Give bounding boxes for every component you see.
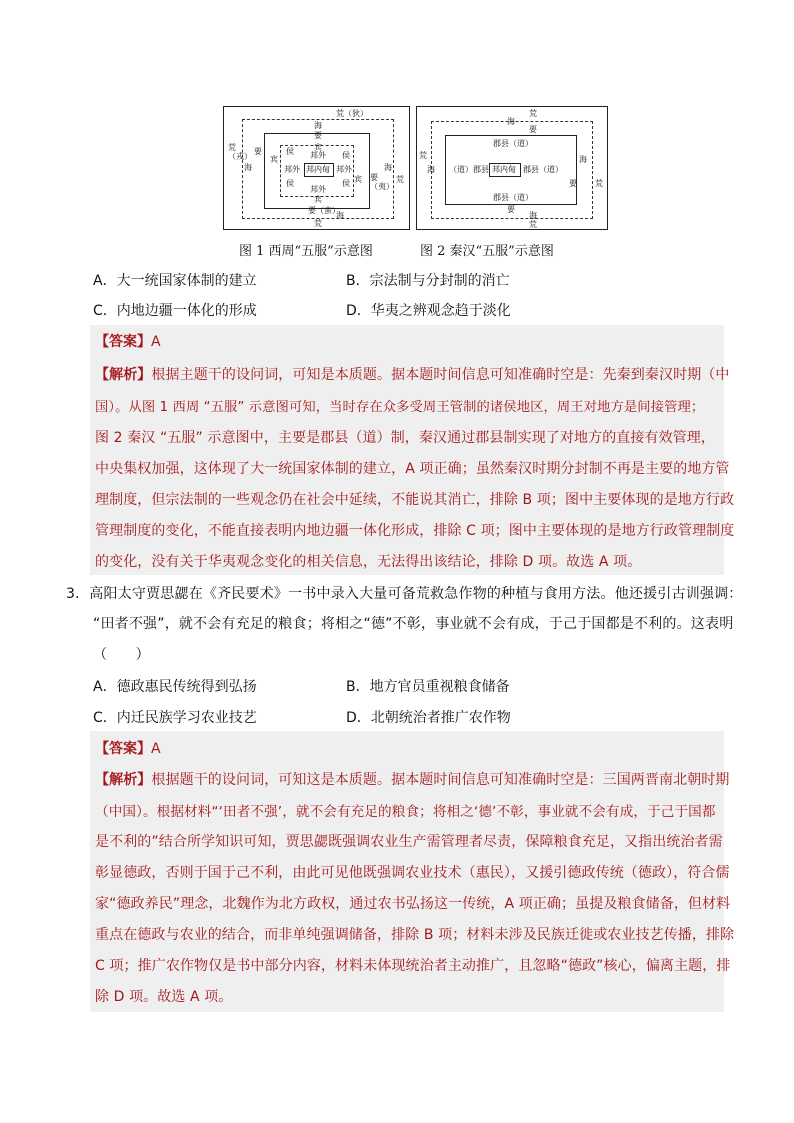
fig2-huang-top: 荒 [529,109,537,118]
q3-option-a: A．德政惠民传统得到弘扬 [93,679,257,695]
fig2-jx-top: 郡县（道） [493,139,533,148]
fig1-huang-bottom: 荒 [314,219,322,228]
fig1-hai-right: 海 [384,163,392,172]
fig1-hou-tr: 侯 [342,151,350,160]
q3-stem-line-0: 3．高阳太守贾思勰在《齐民要术》一书中录入大量可备荒救急作物的种植与食用方法。他还援引古训强调： [66,586,743,602]
q2-exp-line-1: 国）。从图 1 西周 “五服” 示意图可知，当时存在众多受周王管制的诸侯地区，周王对地方是间接管理； [95,400,705,415]
fig1-hou-br: 侯 [342,179,350,188]
fig2-dao-left: （道）郡县 [449,165,489,174]
fig1-bin-right: 宾 [354,175,362,184]
q2-option-c: C．内地边疆一体化的形成 [93,303,257,319]
q3-answer-tag: 【答案】 [95,741,151,757]
figure-2-qin-han [416,106,608,230]
figure-caption-1: 图 1 西周“五服”示意图 [239,244,373,259]
q2-answer-value: A [151,334,161,350]
fig1-bangwai-right: 邦外 [336,165,352,174]
fig1-bin-left: 宾 [270,155,278,164]
fig1-bin-top: 宾 [314,143,322,152]
q3-exp-tag: 【解析】 [95,772,152,788]
fig1-hou-top: 侯 [286,147,294,156]
q3-exp-line-5: 重点在德政与农业的结合，而非单纯强调储备，排除 B 项；材料未涉及民族迁徙或农业技艺传播，排除 [95,927,735,943]
fig2-huang-right: 荒 [595,179,603,188]
fig1-yao-right: 要（夷） [370,173,394,191]
figure-1-western-zhou [223,106,410,230]
fig1-hou-bl: 侯 [286,179,294,188]
fig2-huang-left: 荒 [419,151,427,160]
fig2-jx-right: 郡县（道） [523,165,563,174]
fig1-bin-bottom: 宾 [314,195,322,204]
fig1-center: 邦内甸 [306,165,330,174]
fig1-yao-top: 要 [314,131,322,140]
fig2-hai-bottom: 海 [529,211,537,220]
q3-exp-line-0: 【解析】根据题干的设问词，可知这是本质题。据本题时间信息可知准确时空是：三国两晋南北朝时期 [95,772,730,788]
q2-option-b: B．宗法制与分封制的消亡 [346,273,510,289]
q3-option-c: C．内迁民族学习农业技艺 [93,710,257,726]
q2-option-a: A．大一统国家体制的建立 [93,273,257,289]
fig2-yao-top: 要 [529,125,537,134]
q3-stem-line-1: “田者不强”，就不会有充足的粮食；将相之“德”不彰，事业就不会有成，于己于国都是不利的。这表明 [93,616,734,632]
q3-answer-value: A [151,741,161,757]
q3-exp-line-3: 彰显德政，否则于国于己不利，由此可见他既强调农业技术（惠民），又援引德政传统（德政），符合儒 [95,865,730,881]
fig2-yao-bottom: 要 [507,205,515,214]
q3-answer [95,738,161,758]
fig2-hai-right: 海 [579,155,587,164]
fig2-jx-bottom: 郡县（道） [493,193,533,202]
fig1-bangwai-top: 邦外 [310,151,326,160]
q3-exp-line-2: 是不利的”结合所学知识可知，贾思勰既强调农业生产需管理者尽责，保障粮食充足，又指出统治者需 [95,834,723,850]
q2-exp-line-2: 图 2 秦汉 “五服” 示意图中，主要是郡县（道）制，秦汉通过郡县制实现了对地方的直接有效管理， [95,430,716,446]
q2-exp-tag: 【解析】 [95,367,152,383]
q2-exp-line-5: 管理制度的变化，不能直接表明内地边疆一体化形成，排除 C 项；图中主要体现的是地方行政管理制度 [95,523,735,539]
q3-exp-line-4: 家“德政养民”理念，北魏作为北方政权，通过农书弘扬这一传统，A 项正确；虽提及粮食储备，但材料 [95,896,731,912]
q2-exp-line-0: 【解析】根据主题干的设问词，可知是本质题。据本题时间信息可知准确时空是：先秦到秦汉时期（中 [95,367,730,383]
q2-exp-line-6: 的变化，没有关于华夷观念变化的相关信息，无法得出该结论，排除 D 项。故选 A 项。 [95,554,642,570]
q2-exp-line-4: 理制度，但宗法制的一些观念仍在社会中延续，不能说其消亡，排除 B 项；图中主要体现的是地方行政 [95,492,735,508]
q3-exp-line-6: C 项；推广农作物仅是书中部分内容，材料未体现统治者主动推广，且忽略“德政”核心，偏离主题，排 [95,958,731,974]
q3-option-d: D．北朝统治者推广农作物 [346,710,511,726]
fig1-hai-bottom: 海 [336,211,344,220]
q2-option-d: D．华夷之辨观念趋于淡化 [346,303,511,319]
q2-answer-tag: 【答案】 [95,334,151,350]
q3-exp-line-7: 除 D 项。故选 A 项。 [95,989,233,1005]
fig2-center: 邦内甸 [492,165,516,174]
fig2-huang-bottom: 荒 [529,220,537,229]
q3-exp-line-1: （中国）。根据材料“‘田者不强’，就不会有充足的粮食；将相之‘德’不彰，事业就不会有成，于己于国都 [95,804,716,820]
fig2-hai-left: 海 [427,165,435,174]
fig2-yao-right: 要 [569,179,577,188]
fig1-hai-left: 海 [244,163,252,172]
fig1-hai-top: 海 [314,121,322,130]
q2-answer [95,331,161,351]
q3-option-b: B．地方官员重视粮食储备 [346,679,510,695]
figure-caption-2: 图 2 秦汉“五服”示意图 [420,244,554,259]
q3-stem-line-2: （ ） [93,647,150,663]
fig1-yao-left: 要 [254,147,262,156]
fig2-hai-top: 海 [507,117,515,126]
fig1-bangwai-left: 邦外 [284,165,300,174]
fig1-yao-bottom: 要（蛮） [308,206,340,215]
fig1-bangwai-bottom: 邦外 [310,185,326,194]
fig1-huang-top: 荒（狄） [336,109,368,118]
fig1-huang-right: 荒 [396,175,404,184]
q2-exp-line-3: 中央集权加强，这体现了大一统国家体制的建立，A 项正确；虽然秦汉时期分封制不再是主要的地方管 [95,461,730,477]
fig1-huang-left: 荒（戎） [228,143,252,161]
